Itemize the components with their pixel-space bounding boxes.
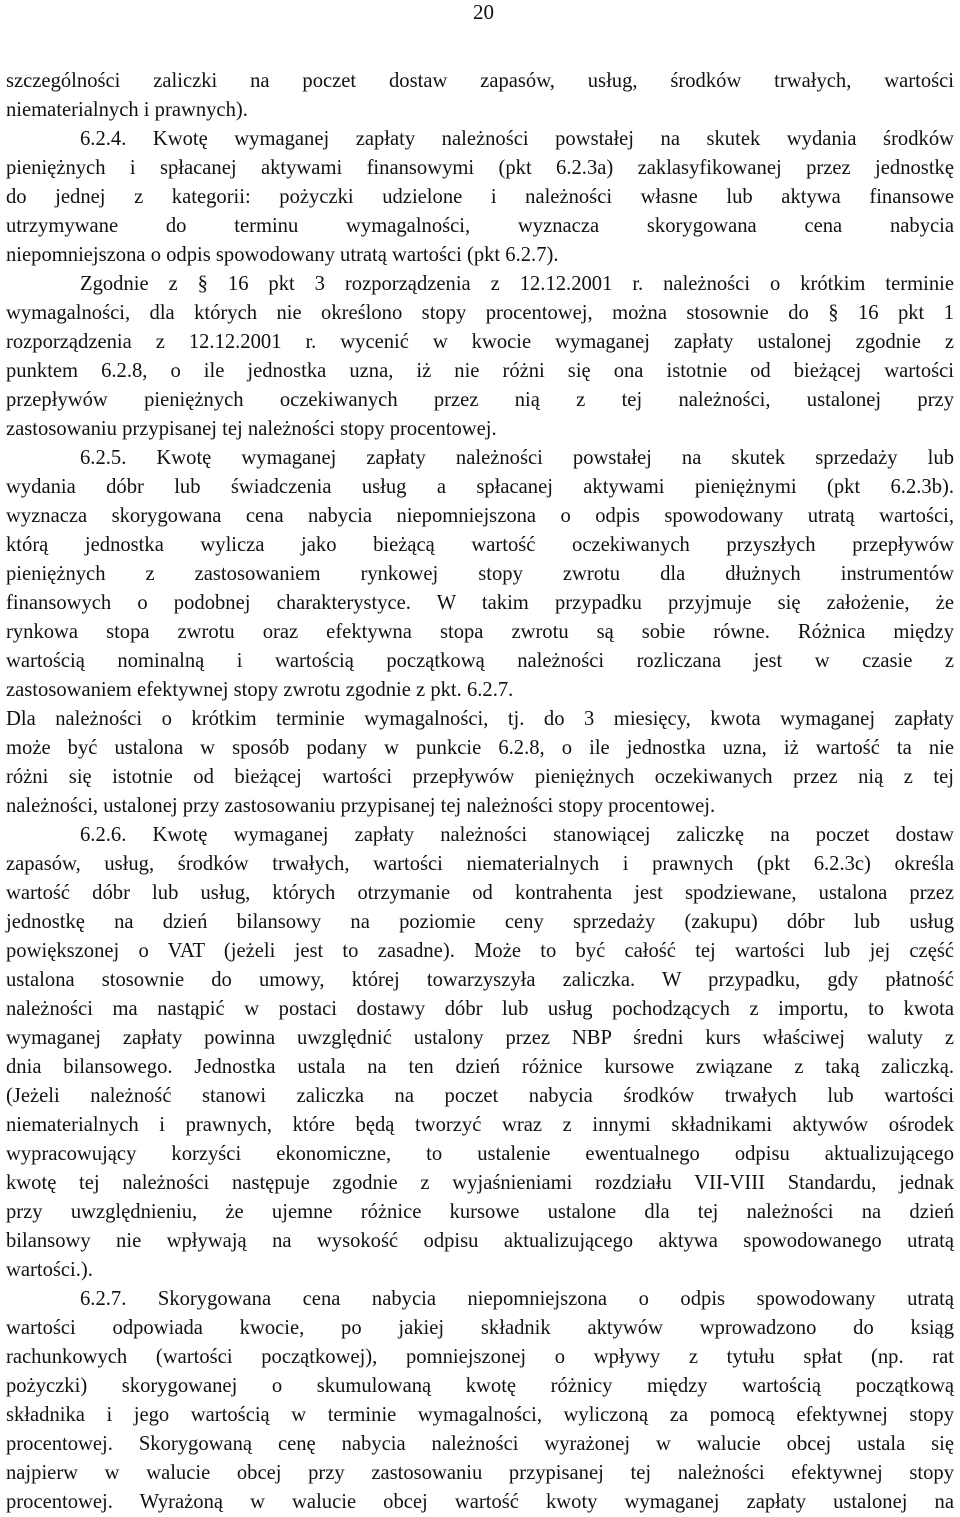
text-line: którą jednostka wylicza jako bieżącą wartość oczekiwanych przyszłych przepływów: [6, 534, 954, 556]
text-line: rachunkowych (wartości początkowej), pomniejszonej o wpływy z tytułu spłat (np. rat: [6, 1346, 954, 1368]
text-line: pieniężnych i spłacanej aktywami finansowymi (pkt 6.2.3a) zaklasyfikowanej przez jednostkę: [6, 157, 954, 179]
text-line: kwotę tej należności następuje zgodnie z wyjaśnieniami rozdziału VII-VIII Standardu, jednak: [6, 1172, 954, 1194]
text-line: zastosowaniu przypisanej tej należności stopy procentowej.: [6, 418, 497, 440]
text-line: niematerialnych i prawnych).: [6, 99, 248, 121]
text-line: bilansowy nie wpływają na wysokość odpisu aktualizującego aktywa spowodowanego utratą: [6, 1230, 954, 1252]
text-line: ustalona stosownie do umowy, której towarzyszyła zaliczka. W przypadku, gdy płatność: [6, 969, 954, 991]
text-line: wartość dóbr lub usług, których otrzymanie od kontrahenta jest spodziewane, ustalona przez: [6, 882, 954, 904]
text-line: do jednej z kategorii: pożyczki udzielone i należności własne lub aktywa finansowe: [6, 186, 954, 208]
text-line: wypracowujący korzyści ekonomiczne, to ustalenie ewentualnego odpisu aktualizującego: [6, 1143, 954, 1165]
text-line: (Jeżeli należność stanowi zaliczka na poczet nabycia środków trwałych lub wartości: [6, 1085, 954, 1107]
text-line: przy uwzględnieniu, że ujemne różnice kursowe ustalone dla tej należności na dzień: [6, 1201, 954, 1223]
text-line: zastosowaniem efektywnej stopy zwrotu zgodnie z pkt. 6.2.7.: [6, 679, 514, 701]
text-line: wymaganej zapłaty powinna uwzględnić ustalony przez NBP średni kurs właściwej waluty z: [6, 1027, 954, 1049]
text-line: 6.2.7. Skorygowana cena nabycia niepomniejszona o odpis spowodowany utratą: [80, 1288, 954, 1310]
text-line: wyznacza skorygowana cena nabycia niepomniejszona o odpis spowodowany utratą wartości,: [6, 505, 954, 527]
text-line: wymagalności, dla których nie określono stopy procentowej, można stosownie do § 16 pkt 1: [6, 302, 954, 324]
text-line: rynkowa stopa zwrotu oraz efektywna stopa zwrotu są sobie równe. Różnica między: [6, 621, 954, 643]
text-line: szczególności zaliczki na poczet dostaw zapasów, usług, środków trwałych, wartości: [6, 70, 954, 92]
text-line: wartości.).: [6, 1259, 93, 1281]
text-line: 6.2.5. Kwotę wymaganej zapłaty należności powstałej na skutek sprzedaży lub: [80, 447, 954, 469]
text-line: 6.2.4. Kwotę wymaganej zapłaty należności powstałej na skutek wydania środków: [80, 128, 954, 150]
text-line: utrzymywane do terminu wymagalności, wyznacza skorygowana cena nabycia: [6, 215, 954, 237]
text-line: zapasów, usług, środków trwałych, wartości niematerialnych i prawnych (pkt 6.2.3c) określa: [6, 853, 954, 875]
page-number: 20: [473, 0, 494, 24]
text-line: wydania dóbr lub świadczenia usług a spłacanej aktywami pieniężnymi (pkt 6.2.3b).: [6, 476, 954, 498]
text-line: wartością nominalną i wartością początkową należności rozliczana jest w czasie z: [6, 650, 954, 672]
text-line: przepływów pieniężnych oczekiwanych przez nią z tej należności, ustalonej przy: [6, 389, 954, 411]
text-line: punktem 6.2.8, o ile jednostka uzna, iż nie różni się ona istotnie od bieżącej wartości: [6, 360, 954, 382]
text-line: Zgodnie z § 16 pkt 3 rozporządzenia z 12.12.2001 r. należności o krótkim terminie: [80, 273, 954, 295]
text-line: procentowej. Skorygowaną cenę nabycia należności wyrażonej w walucie obcej ustala się: [6, 1433, 954, 1455]
text-line: niematerialnych i prawnych, które będą tworzyć wraz z innymi składnikami aktywów ośrodek: [6, 1114, 954, 1136]
text-line: różni się istotnie od bieżącej wartości przepływów pieniężnych oczekiwanych przez nią z tej: [6, 766, 954, 788]
text-line: dnia bilansowego. Jednostka ustala na ten dzień różnice kursowe związane z taką zaliczką.: [6, 1056, 954, 1078]
text-line: powiększonej o VAT (jeżeli jest to zasadne). Może to być całość tej wartości lub jej część: [6, 940, 954, 962]
text-line: pożyczki) skorygowanej o skumulowaną kwotę różnicy między wartością początkową: [6, 1375, 954, 1397]
text-line: Dla należności o krótkim terminie wymagalności, tj. do 3 miesięcy, kwota wymaganej zapłaty: [6, 708, 954, 730]
text-line: należności, ustalonej przy zastosowaniu przypisanej tej należności stopy procentowej.: [6, 795, 716, 817]
text-line: najpierw w walucie obcej przy zastosowaniu przypisanej tej należności efektywnej stopy: [6, 1462, 954, 1484]
text-line: rozporządzenia z 12.12.2001 r. wycenić w kwocie wymaganej zapłaty ustalonej zgodnie z: [6, 331, 954, 353]
text-line: niepomniejszona o odpis spowodowany utratą wartości (pkt 6.2.7).: [6, 244, 559, 266]
text-line: należności ma nastąpić w postaci dostawy dóbr lub usług pochodzących z importu, to kwota: [6, 998, 954, 1020]
text-line: 6.2.6. Kwotę wymaganej zapłaty należności stanowiącej zaliczkę na poczet dostaw: [80, 824, 954, 846]
document-body: [6, 67, 954, 1517]
text-line: jednostkę na dzień bilansowy na poziomie ceny sprzedaży (zakupu) dóbr lub usług: [6, 911, 954, 933]
text-line: pieniężnych z zastosowaniem rynkowej stopy zwrotu dla dłużnych instrumentów: [6, 563, 954, 585]
text-line: składnika i jego wartością w terminie wymagalności, wyliczoną za pomocą efektywnej stopy: [6, 1404, 954, 1426]
text-line: może być ustalona w sposób podany w punkcie 6.2.8, o ile jednostka uzna, iż wartość ta nie: [6, 737, 954, 759]
text-line: wartości odpowiada kwocie, po jakiej składnik aktywów wprowadzono do ksiąg: [6, 1317, 954, 1339]
text-line: finansowych o podobnej charakterystyce. W takim przypadku przyjmuje się założenie, że: [6, 592, 954, 614]
text-line: procentowej. Wyrażoną w walucie obcej wartość kwoty wymaganej zapłaty ustalonej na: [6, 1491, 954, 1513]
